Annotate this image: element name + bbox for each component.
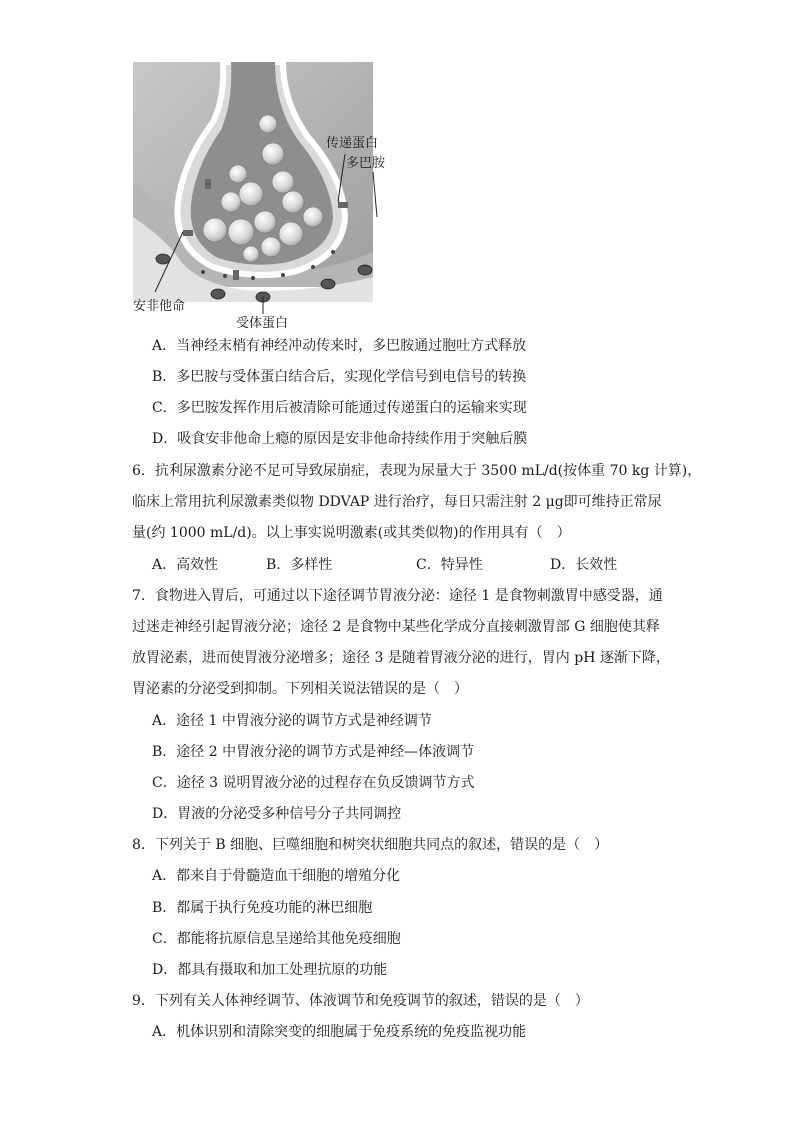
q7-option-c: C．途径 3 说明胃液分泌的过程存在负反馈调节方式 [152,775,475,791]
q6-stem-line-1: 6．抗利尿激素分泌不足可导致尿崩症，表现为尿量大于 3500 mL/d(按体重 70 kg 计算)， [132,463,702,479]
q7-option-a: A．途径 1 中胃液分泌的调节方式是神经调节 [152,713,432,729]
q7-option-b: B．途径 2 中胃液分泌的调节方式是神经—体液调节 [152,744,475,760]
q6-option-a: A．高效性 [152,557,219,573]
label-receptor-protein: 受体蛋白 [236,316,289,331]
q8-option-b: B．都属于执行免疫功能的淋巴细胞 [152,900,373,916]
label-dopamine: 多巴胺 [346,156,386,171]
q6-option-b: B．多样性 [266,557,333,573]
synapse-illustration [133,62,393,330]
q8-option-d: D．都具有摄取和加工处理抗原的功能 [152,962,388,978]
q5-option-d: D．吸食安非他命上瘾的原因是安非他命持续作用于突触后膜 [152,431,528,447]
synapse-figure [133,62,393,330]
q8-stem: 8．下列关于 B 细胞、巨噬细胞和树突状细胞共同点的叙述，错误的是（ ） [132,837,609,853]
q5-option-b: B．多巴胺与受体蛋白结合后，实现化学信号到电信号的转换 [152,369,527,385]
q6-stem-line-3: 量(约 1000 mL/d)。以上事实说明激素(或其类似物)的作用具有（ ） [132,525,571,541]
q6-option-c: C．特异性 [416,557,483,573]
q7-stem-line-4: 胃泌素的分泌受到抑制。下列相关说法错误的是（ ） [132,681,468,697]
label-cocaine: 安非他命 [133,299,186,314]
q7-option-d: D．胃液的分泌受多种信号分子共同调控 [152,806,402,822]
q7-stem-line-1: 7．食物进入胃后，可通过以下途径调节胃液分泌：途径 1 是食物刺激胃中感受器，通 [132,588,663,604]
q8-option-a: A．都来自于骨髓造血干细胞的增殖分化 [152,868,401,884]
q9-stem: 9．下列有关人体神经调节、体液调节和免疫调节的叙述，错误的是（ ） [132,993,589,1009]
q8-option-c: C．都能将抗原信息呈递给其他免疫细胞 [152,931,401,947]
q5-option-a: A．当神经末梢有神经冲动传来时，多巴胺通过胞吐方式释放 [152,338,527,354]
q9-option-a: A．机体识别和清除突变的细胞属于免疫系统的免疫监视功能 [152,1024,527,1040]
q5-option-c: C．多巴胺发挥作用后被清除可能通过传递蛋白的运输来实现 [152,400,527,416]
q6-option-d: D．长效性 [550,557,618,573]
q7-stem-line-2: 过迷走神经引起胃液分泌；途径 2 是食物中某些化学成分直接刺激胃部 G 细胞使其释 [132,619,660,635]
label-transport-protein: 传递蛋白 [326,136,379,151]
q7-stem-line-3: 放胃泌素，进而使胃液分泌增多；途径 3 是随着胃液分泌的进行，胃内 pH 逐渐下降， [132,650,670,666]
q6-stem-line-2: 临床上常用抗利尿激素类似物 DDVAP 进行治疗，每日只需注射 2 μg即可维持正常尿 [132,494,662,510]
